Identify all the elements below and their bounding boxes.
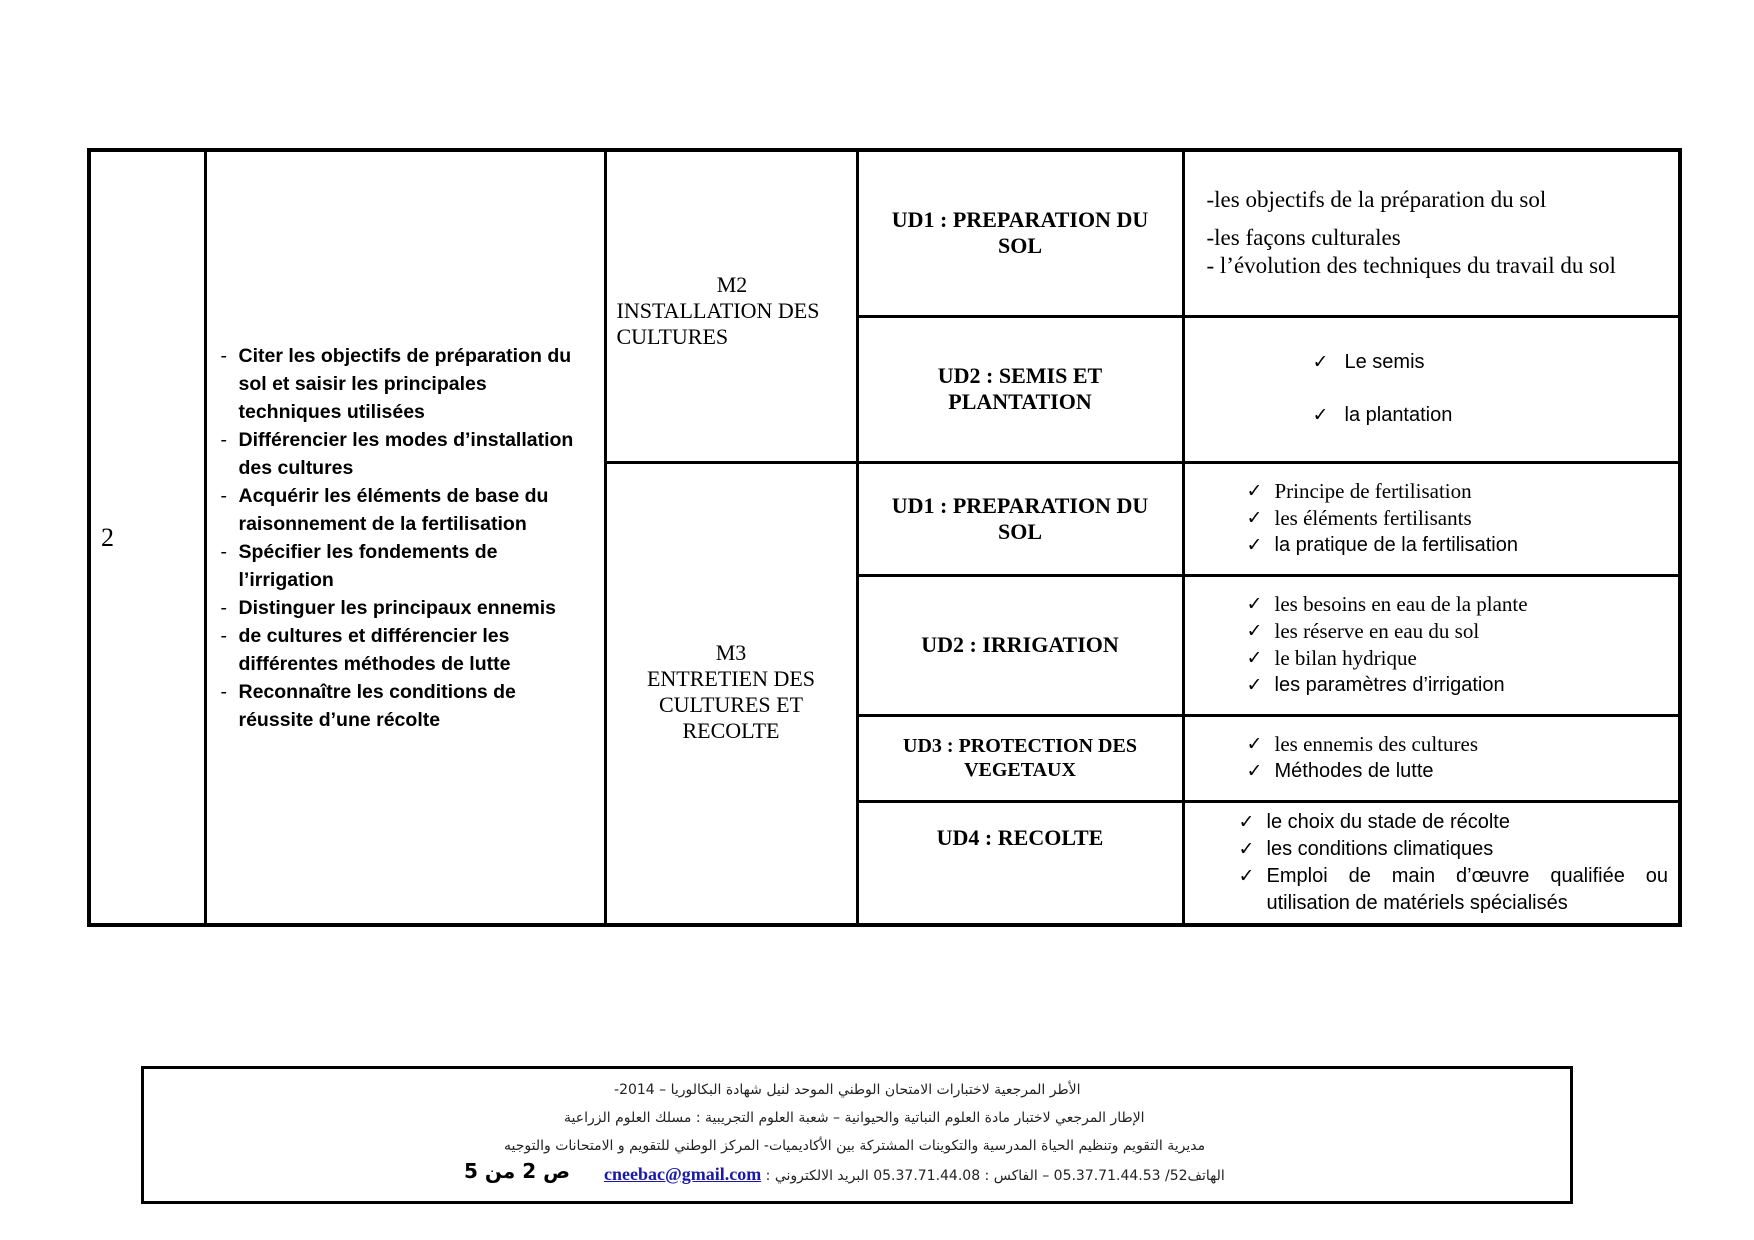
checklist-item: ✓ les conditions climatiques bbox=[1195, 836, 1669, 863]
check-icon: ✓ bbox=[1246, 593, 1263, 615]
unit-content bbox=[1183, 575, 1680, 715]
checklist-item: ✓ la plantation bbox=[1195, 402, 1669, 429]
unit-title: UD2 : IRRIGATION bbox=[857, 575, 1183, 715]
objectives-cell bbox=[205, 150, 605, 925]
checklist-item: ✓ le bilan hydrique bbox=[1246, 646, 1417, 670]
check-icon: ✓ bbox=[1246, 647, 1263, 669]
objective-item: - Acquérir les éléments de base du raisonnement de la fertilisation bbox=[221, 482, 594, 538]
checklist-item: ✓ les réserve en eau du sol bbox=[1246, 619, 1480, 643]
content-line: -les façons culturales bbox=[1206, 225, 1401, 251]
footer-line: الأطر المرجعية لاختبارات الامتحان الوطني الموحد لنيل شهادة البكالوريا – 2014- bbox=[614, 1082, 1081, 1098]
email-link[interactable]: cneebac@gmail.com bbox=[604, 1164, 762, 1184]
checklist-item: ✓ Emploi de main d’œuvre qualifiée ou utilisation de matériels spécialisés bbox=[1238, 864, 1668, 914]
content-line: - l’évolution des techniques du travail du sol bbox=[1206, 253, 1616, 279]
check-icon: ✓ bbox=[1312, 351, 1329, 373]
checklist-item: ✓ Principe de fertilisation bbox=[1246, 479, 1472, 503]
footer-line: مديرية التقويم وتنظيم الحياة المدرسية والتكوينات المشتركة بين الأكاديميات- المركز الوطني للتقويم و الامتحانات والتوجيه bbox=[504, 1138, 1206, 1154]
checklist-item: ✓ les besoins en eau de la plante bbox=[1246, 592, 1528, 616]
objective-item: - Différencier les modes d’installation des cultures bbox=[221, 426, 594, 482]
checklist-item: ✓ Méthodes de lutte bbox=[1195, 758, 1669, 785]
check-icon: ✓ bbox=[1238, 864, 1255, 887]
objectives-list bbox=[207, 342, 604, 734]
objective-item: - Distinguer les principaux ennemis bbox=[221, 594, 594, 622]
module-code: M3 bbox=[715, 639, 747, 665]
checklist bbox=[1195, 731, 1669, 785]
objective-item: - Citer les objectifs de préparation du sol et saisir les principales techniques utilisées bbox=[221, 342, 594, 426]
unit-title: UD3 : PROTECTION DES VEGETAUX bbox=[857, 715, 1183, 801]
check-icon: ✓ bbox=[1246, 674, 1263, 696]
module-title: INSTALLATION DES CULTURES bbox=[616, 298, 820, 350]
curriculum-table bbox=[87, 148, 1682, 927]
page-number: ص 2 من 5 bbox=[464, 1159, 571, 1183]
unit-title: UD2 : SEMIS ET PLANTATION bbox=[857, 316, 1183, 462]
unit-title: UD1 : PREPARATION DU SOL bbox=[857, 462, 1183, 575]
check-icon: ✓ bbox=[1238, 810, 1255, 833]
unit-content bbox=[1183, 801, 1680, 925]
footer-contact-text: الهاتف52/ 05.37.71.44.53 – الفاكس : 05.37.71.44.08 البريد الالكتروني : bbox=[765, 1168, 1225, 1184]
check-icon: ✓ bbox=[1246, 480, 1263, 502]
unit-content bbox=[1183, 715, 1680, 801]
unit-title: UD4 : RECOLTE bbox=[857, 801, 1183, 925]
module-m2-cell bbox=[605, 150, 857, 462]
objective-item: - de cultures et différencier les différentes méthodes de lutte bbox=[221, 622, 594, 678]
unit-content bbox=[1183, 150, 1680, 316]
checklist-item: ✓ les ennemis des cultures bbox=[1246, 732, 1479, 756]
check-icon: ✓ bbox=[1246, 534, 1263, 556]
checklist-item: ✓ les éléments fertilisants bbox=[1246, 506, 1472, 530]
checklist bbox=[1195, 478, 1669, 559]
check-icon: ✓ bbox=[1246, 760, 1263, 782]
unit-title: UD1 : PREPARATION DU SOL bbox=[857, 150, 1183, 316]
checklist bbox=[1195, 349, 1669, 429]
checklist-item: ✓ la pratique de la fertilisation bbox=[1195, 532, 1669, 559]
objective-item: - Spécifier les fondements de l’irrigation bbox=[221, 538, 594, 594]
module-title: ENTRETIEN DES CULTURES ET RECOLTE bbox=[646, 665, 816, 743]
objective-item: - Reconnaître les conditions de réussite d’une récolte bbox=[221, 678, 594, 734]
footer-line: الإطار المرجعي لاختبار مادة العلوم النباتية والحيوانية – شعبة العلوم التجريبية : مسلك العلوم الزراعية bbox=[564, 1110, 1145, 1126]
page-footer bbox=[141, 1066, 1573, 1204]
unit-content bbox=[1183, 316, 1680, 462]
content-line: -les objectifs de la préparation du sol bbox=[1206, 187, 1547, 213]
check-icon: ✓ bbox=[1246, 507, 1263, 529]
footer-contact-line bbox=[604, 1164, 1225, 1185]
module-code: M2 bbox=[716, 272, 748, 298]
checklist bbox=[1195, 591, 1669, 699]
checklist bbox=[1195, 809, 1669, 917]
check-icon: ✓ bbox=[1246, 733, 1263, 755]
row-number: 2 bbox=[89, 150, 205, 925]
unit-content bbox=[1183, 462, 1680, 575]
check-icon: ✓ bbox=[1246, 620, 1263, 642]
checklist-item: ✓ le choix du stade de récolte bbox=[1195, 809, 1669, 836]
checklist-item: ✓ Le semis bbox=[1195, 349, 1669, 376]
check-icon: ✓ bbox=[1238, 837, 1255, 860]
check-icon: ✓ bbox=[1312, 404, 1329, 426]
module-m3-cell bbox=[605, 462, 857, 925]
checklist-item: ✓ les paramètres d’irrigation bbox=[1195, 672, 1669, 699]
